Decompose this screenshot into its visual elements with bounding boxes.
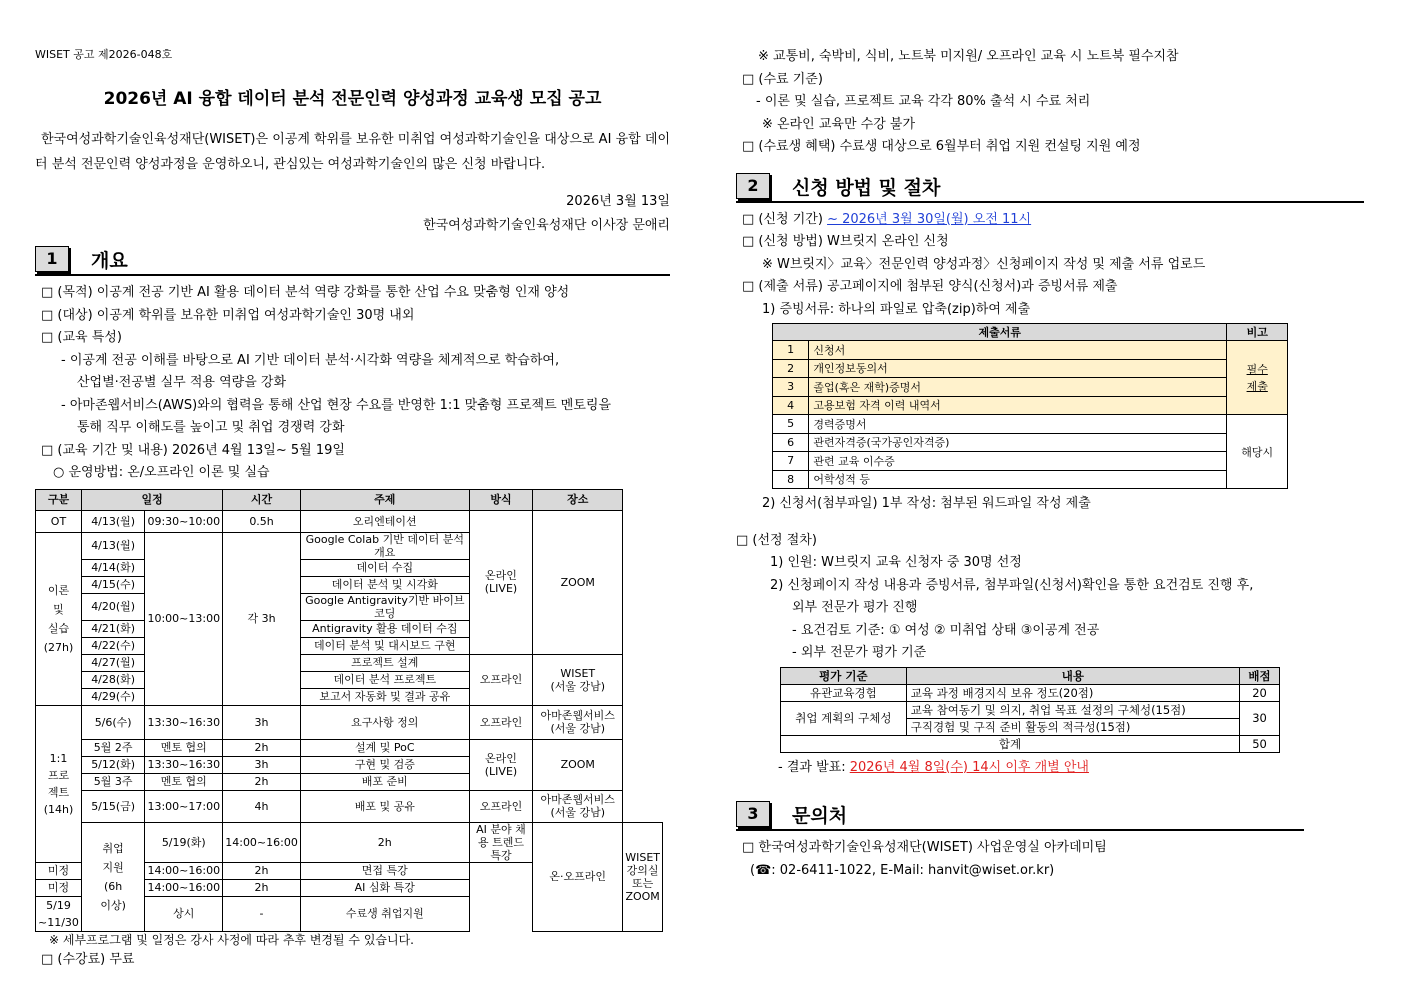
documents-table <box>772 323 1288 489</box>
selection-item: 1) 인원: W브릿지 교육 신청자 중 30명 선정 <box>770 555 1022 570</box>
topic-cell: AI 분야 채용 트렌드 특강 <box>469 822 533 862</box>
time-cell: 14:00~16:00 <box>145 879 223 896</box>
selection-criteria: - 외부 전문가 평가 기준 <box>792 645 927 660</box>
topic-cell: 보고서 자동화 및 결과 공유 <box>300 688 469 705</box>
method-cell: 오프라인 <box>469 790 533 822</box>
hours-cell: 각 3h <box>223 532 301 705</box>
time-cell: 10:00~13:00 <box>145 532 223 705</box>
selection-item: 외부 전문가 평가 진행 <box>792 600 918 615</box>
table-row: 5 경력증명서 해당시 <box>773 415 1288 434</box>
table-row <box>36 705 663 739</box>
hours-cell: 0.5h <box>223 510 301 532</box>
schedule-table <box>35 489 663 932</box>
topic-cell: Antigravity 활용 데이터 수집 <box>300 620 469 637</box>
evaluation-table <box>780 667 1280 753</box>
completion-line: - 이론 및 실습, 프로젝트 교육 각각 80% 출석 시 수료 처리 <box>756 94 1091 109</box>
feature-line: - 아마존웹서비스(AWS)와의 협력을 통해 산업 현장 수요를 반영한 1:1 맞춤형 프로젝트 멘토링을 <box>61 397 612 413</box>
date-cell: 4/28(화) <box>81 671 144 688</box>
table-row: 4 고용보험 자격 이력 내역서 <box>773 396 1288 415</box>
section-3-header <box>736 801 1304 831</box>
topic-cell: 데이터 분석 및 시각화 <box>300 576 469 593</box>
hours-cell: 2h <box>300 822 469 862</box>
header-cell: 주제 <box>300 489 469 510</box>
apply-period-line: □ (신청 기간) ~ 2026년 3월 30일(월) 오전 11시 <box>742 211 1032 227</box>
category-cell: 취업 지원 (6h 이상) <box>81 822 144 931</box>
required-note: 필수 제출 <box>1227 341 1288 415</box>
completion-note: ※ 온라인 교육만 수강 불가 <box>762 116 916 132</box>
section-2-header <box>736 173 1364 203</box>
completion-heading: □ (수료 기준) <box>742 71 823 87</box>
feature-line: 산업별·전공별 실무 적용 역량을 강화 <box>77 375 287 390</box>
issuer-name: 한국여성과학기술인육성재단 이사장 문애리 <box>423 218 670 233</box>
table-row: 7 관련 교육 이수증 <box>773 452 1288 471</box>
feature-line: - 이공계 전공 이해를 바탕으로 AI 기반 데이터 분석·시각화 역량을 체계적으로 학습하여, <box>61 352 560 368</box>
date-cell: 4/29(수) <box>81 688 144 705</box>
apply-deadline: ~ 2026년 3월 30일(월) 오전 11시 <box>827 211 1032 227</box>
topic-cell: 수료생 취업지원 <box>300 896 469 931</box>
time-cell: 09:30~10:00 <box>145 510 223 532</box>
date-cell: 4/27(월) <box>81 654 144 671</box>
header-cell: 일정 <box>81 489 222 510</box>
purpose-line: □ (목적) 이공계 전공 기반 AI 활용 데이터 분석 역량 강화를 통한 산업 수요 맞춤형 인재 양성 <box>41 285 570 300</box>
place-cell: 아마존웹서비스 (서울 강남) <box>533 705 623 739</box>
result-date: 2026년 4월 8일(수) 14시 이후 개별 안내 <box>849 759 1089 775</box>
header-cell: 방식 <box>469 489 533 510</box>
topic-cell: 데이터 분석 프로젝트 <box>300 671 469 688</box>
topic-cell: 오리엔테이션 <box>300 510 469 532</box>
selection-criteria: - 요건검토 기준: ① 여성 ② 미취업 상태 ③이공계 전공 <box>792 622 1100 638</box>
time-cell: 14:00~16:00 <box>223 822 301 862</box>
method-cell: 오프라인 <box>469 654 533 705</box>
place-cell: WISET (서울 강남) <box>533 654 623 705</box>
section-2-body <box>736 209 1364 780</box>
docs-line: □ (제출 서류) 공고페이지에 첨부된 양식(신청서)과 증빙서류 제출 <box>742 279 1118 294</box>
topic-cell: Google Colab 기반 데이터 분석 개요 <box>300 532 469 559</box>
section-title: 문의처 <box>792 805 848 827</box>
topic-cell: 배포 준비 <box>300 773 469 790</box>
table-row: 3 졸업(혹은 재학)증명서 <box>773 378 1288 397</box>
header-cell: 장소 <box>533 489 623 510</box>
time-cell: 멘토 협의 <box>145 739 223 756</box>
date-cell: 4/13(월) <box>81 510 144 532</box>
date-cell: 5/19(화) <box>145 822 223 862</box>
cost-note: ※ 교통비, 숙박비, 식비, 노트북 미지원/ 오프라인 교육 시 노트북 필수지참 <box>758 49 1179 64</box>
table-row <box>36 654 663 671</box>
date-cell: 4/14(화) <box>81 559 144 576</box>
period-line: □ (교육 기간 및 내용) 2026년 4월 13일~ 5월 19일 <box>41 442 345 458</box>
intro-paragraph: 한국여성과학기술인육성재단(WISET)은 이공계 학위를 보유한 미취업 여성과학기술인을 대상으로 AI 융합 데이터 분석 전문인력 양성과정을 운영하오니, 관심있는 여성과학기술인의 많은 신청 바랍니다. <box>35 132 670 172</box>
topic-cell: AI 심화 특강 <box>300 879 469 896</box>
date-cell: 미정 <box>36 862 82 879</box>
hours-cell: 3h <box>223 705 301 739</box>
date-cell: 5/15(금) <box>81 790 144 822</box>
time-cell: 14:00~16:00 <box>145 862 223 879</box>
table-row <box>36 739 663 756</box>
method-cell: 오프라인 <box>469 705 533 739</box>
right-column <box>736 46 1364 882</box>
hours-cell: - <box>223 896 301 931</box>
benefit-line: □ (수료생 혜택) 수료생 대상으로 6월부터 취업 지원 컨설팅 지원 예정 <box>742 139 1141 154</box>
target-line: □ (대상) 이공계 학위를 보유한 미취업 여성과학기술인 30명 내외 <box>41 307 415 323</box>
place-cell: WISET 강의실 또는 ZOOM <box>623 822 663 931</box>
schedule-note: ※ 세부프로그램 및 일정은 강사 사정에 따라 추후 변경될 수 있습니다. <box>49 932 414 947</box>
date-cell: 5/19 ~11/30 <box>36 896 82 931</box>
topic-cell: 면접 특강 <box>300 862 469 879</box>
feature-line: 통해 직무 이해도를 높이고 및 취업 경쟁력 강화 <box>77 420 345 435</box>
header-cell: 비고 <box>1227 324 1288 341</box>
date-cell: 5/6(수) <box>81 705 144 739</box>
table-row: 유관교육경험 교육 과정 배경지식 보유 정도(20점) 20 <box>781 684 1280 701</box>
section-number: 3 <box>736 801 770 827</box>
topic-cell: 프로젝트 설계 <box>300 654 469 671</box>
table-row <box>36 790 663 822</box>
table-row <box>36 510 663 532</box>
section-1-body <box>35 282 670 485</box>
table-row <box>36 822 663 862</box>
result-line: - 결과 발표: 2026년 4월 8일(수) 14시 이후 개별 안내 <box>778 759 1089 775</box>
section-title: 신청 방법 및 절차 <box>792 176 941 199</box>
topic-cell: 설계 및 PoC <box>300 739 469 756</box>
date-cell: 4/22(수) <box>81 637 144 654</box>
table-row: 1 신청서 필수 제출 <box>773 341 1288 360</box>
selection-heading: □ (선정 절차) <box>736 532 817 548</box>
header-cell: 시간 <box>223 489 301 510</box>
table-header-row <box>36 489 663 510</box>
hours-cell: 2h <box>223 739 301 756</box>
date-cell: 5월 2주 <box>81 739 144 756</box>
apply-method-line: □ (신청 방법) W브릿지 온라인 신청 <box>742 234 949 249</box>
topic-cell: 구현 및 검증 <box>300 756 469 773</box>
section-1-header <box>35 246 670 276</box>
time-cell: 13:30~16:30 <box>145 756 223 773</box>
topic-cell: 데이터 수집 <box>300 559 469 576</box>
place-cell: ZOOM <box>533 739 623 790</box>
section-number: 1 <box>35 246 69 272</box>
table-row: 합계 50 <box>781 735 1280 752</box>
category-cell: OT <box>36 510 82 532</box>
date-cell: 미정 <box>36 879 82 896</box>
apply-method-note: ※ W브릿지〉교육〉전문인력 양성과정〉신청페이지 작성 및 제출 서류 업로드 <box>762 256 1206 272</box>
page-title: 2026년 AI 융합 데이터 분석 전문인력 양성과정 교육생 모집 공고 <box>103 89 602 109</box>
date-cell: 5/12(화) <box>81 756 144 773</box>
feature-heading: □ (교육 특성) <box>41 330 122 345</box>
docs-item: 1) 증빙서류: 하나의 파일로 압축(zip)하여 제출 <box>762 301 1031 317</box>
contact-line: □ 한국여성과학기술인육성재단(WISET) 사업운영실 아카데미팀 <box>742 840 1107 855</box>
topic-cell: 데이터 분석 및 대시보드 구현 <box>300 637 469 654</box>
section-3-body <box>736 837 1364 882</box>
time-cell: 13:30~16:30 <box>145 705 223 739</box>
time-cell: 상시 <box>145 896 223 931</box>
hours-cell: 2h <box>223 773 301 790</box>
method-cell: 온·오프라인 <box>533 822 623 931</box>
date-cell: 4/21(화) <box>81 620 144 637</box>
method-cell: 온라인 (LIVE) <box>469 510 533 654</box>
category-cell: 1:1 프로 젝트 (14h) <box>36 705 82 862</box>
place-cell: 아마존웹서비스 (서울 강남) <box>533 790 623 822</box>
section-number: 2 <box>736 173 770 199</box>
category-cell: 이론 및 실습 (27h) <box>36 532 82 705</box>
table-row: 2 개인정보동의서 <box>773 359 1288 378</box>
left-column <box>35 46 670 971</box>
hours-cell: 4h <box>223 790 301 822</box>
contact-phone-email: (☎: 02-6411-1022, E-Mail: hanvit@wiset.or.kr) <box>750 862 1055 878</box>
time-cell: 13:00~17:00 <box>145 790 223 822</box>
section-title: 개요 <box>91 250 128 272</box>
date-cell: 4/13(월) <box>81 532 144 559</box>
topic-cell: Google Antigravity기반 바이브 코딩 <box>300 593 469 620</box>
header-cell: 구분 <box>36 489 82 510</box>
hours-cell: 2h <box>223 879 301 896</box>
selection-item: 2) 신청페이지 작성 내용과 증빙서류, 첨부파일(신청서)확인을 통한 요건검토 진행 후, <box>770 577 1254 593</box>
table-row: 6 관련자격증(국가공인자격증) <box>773 433 1288 452</box>
method-cell: 온라인 (LIVE) <box>469 739 533 790</box>
table-row: 8 어학성적 등 <box>773 470 1288 489</box>
date-cell: 5월 3주 <box>81 773 144 790</box>
document-number: WISET 공고 제2026-048호 <box>35 48 173 61</box>
hours-cell: 3h <box>223 756 301 773</box>
announcement-date: 2026년 3월 13일 <box>566 194 670 209</box>
header-cell: 제출서류 <box>773 324 1227 341</box>
hours-cell: 2h <box>223 862 301 879</box>
date-cell: 4/20(월) <box>81 593 144 620</box>
docs-item: 2) 신청서(첨부파일) 1부 작성: 첨부된 워드파일 작성 제출 <box>762 496 1091 511</box>
place-cell: ZOOM <box>533 510 623 654</box>
date-cell: 4/15(수) <box>81 576 144 593</box>
table-header-row: 평가 기준 내용 배점 <box>781 667 1280 684</box>
topic-cell: 배포 및 공유 <box>300 790 469 822</box>
table-row: 구직경험 및 구직 준비 활동의 적극성(15점) <box>781 718 1280 735</box>
fee-line: □ (수강료) 무료 <box>41 951 135 967</box>
time-cell: 멘토 협의 <box>145 773 223 790</box>
table-header-row <box>773 324 1288 341</box>
topic-cell: 요구사항 정의 <box>300 705 469 739</box>
method-line: ○ 운영방법: 온/오프라인 이론 및 실습 <box>53 465 270 480</box>
table-row: 취업 계획의 구체성 교육 참여동기 및 의지, 취업 목표 설정의 구체성(15점) 30 <box>781 701 1280 718</box>
optional-note: 해당시 <box>1227 415 1288 489</box>
